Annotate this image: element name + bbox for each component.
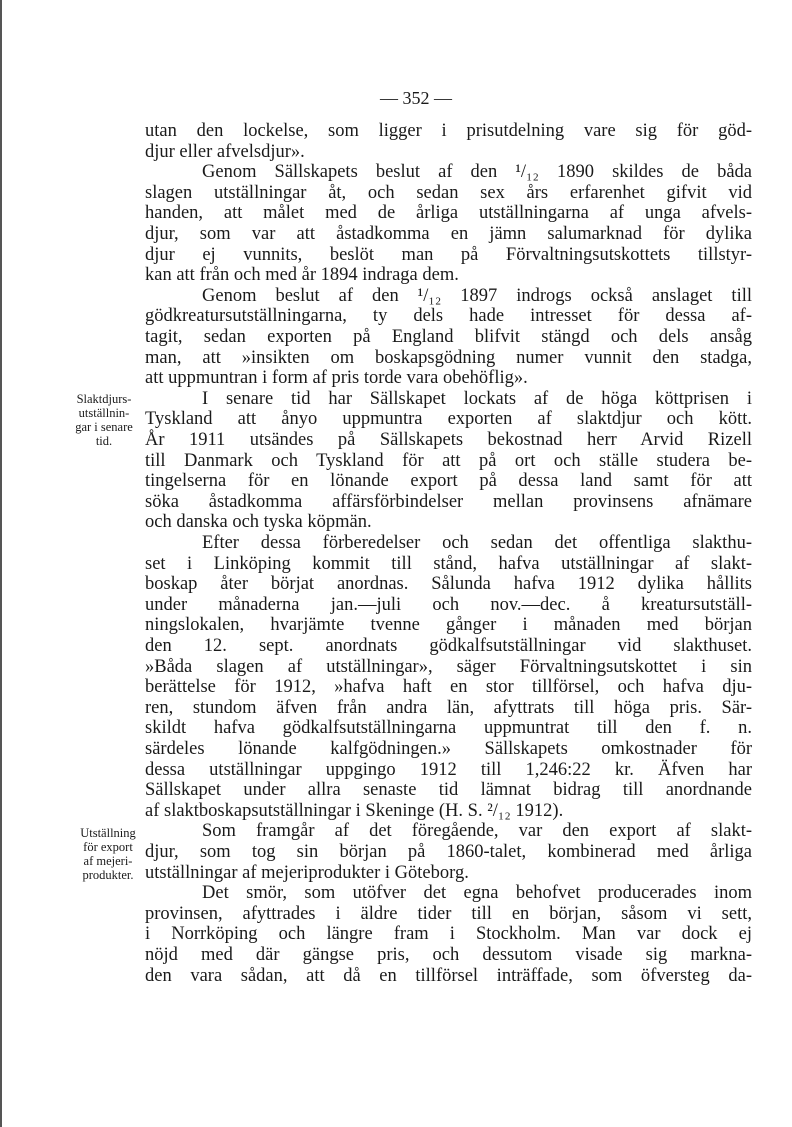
text-line: till Danmark och Tyskland för att på ort och ställe studera be- [145,450,752,471]
text-line: tingelserna för en lönande export på dessa land samt för att [145,471,752,492]
margin-note-line: produkter. [82,868,134,882]
text-line: utställningar af mejeriprodukter i Göteborg. [145,862,469,883]
text-line: dessa utställningar uppgingo 1912 till 1,246:22 kr. Äfven har [145,759,752,780]
text-line: särdeles lönande kalfgödningen.» Sällskapets omkostnader för [145,739,752,759]
margin-note-line: för export [83,840,133,854]
text-line: att uppmuntran i form af pris torde vara obehöflig». [145,368,528,389]
scan-edge [0,0,2,1127]
text-line: djur, som var att åstadkomma en jämn salumarknad för dylika [145,224,752,244]
margin-note-line: tid. [95,434,113,448]
text-line: slagen utställningar åt, och sedan sex års erfarenhet gifvit vid [145,182,752,203]
margin-note-line: Slaktdjurs- [76,392,132,406]
margin-note-utstallning [76,826,140,882]
text-line: under månaderna jan.—juli och nov.—dec. å kreatursutställ- [145,594,752,615]
text-line: provinsen, afyttrades i äldre tider till en början, såsom vi sett, [145,903,752,924]
text-line: År 1911 utsändes på Sällskapets bekostnad herr Arvid Rizell [145,430,752,450]
text-line: i Norrköping och längre fram i Stockholm. Man var dock ej [145,924,752,945]
text-line: Sällskapet under allra senaste tid lämnat bidrag till anordnande [145,780,752,801]
margin-note-slaktdjur [70,392,138,448]
text-line: den vara sådan, att då en tillförsel inträffade, som öfversteg da- [145,965,752,986]
margin-note-line: af mejeri- [83,854,133,868]
text-line: handen, att målet med de årliga utställningarna af unga afvels- [145,203,752,224]
text-line: nöjd med där gängse pris, och dessutom visade sig markna- [145,945,752,965]
page-number: — 352 — [380,88,452,108]
margin-note-line: gar i senare [75,420,133,434]
text-line: berättelse för 1912, »hafva haft en stor tillförsel, och hafva dju- [145,677,752,698]
text-line: den 12. sept. anordnats gödkalfsutställningar vid slakthuset. [145,636,752,656]
margin-note-line: utställnin- [78,406,130,420]
text-line: gödkreatursutställningarna, ty dels hade intresset för dessa af- [145,306,752,327]
text-line: djur, som tog sin början på 1860-talet, kombinerad med årliga [145,842,752,862]
text-line: utan den lockelse, som ligger i prisutdelning vare sig för göd- [145,121,752,141]
text-line: ningslokalen, hvarjämte tvenne gånger i månaden med början [145,615,752,636]
text-line: Tyskland att ånyo uppmuntra exporten af slaktdjur och kött. [145,409,752,430]
text-line: Genom Sällskapets beslut af den ¹/₁₂ 1890 skildes de båda [202,162,752,183]
text-line: och danska och tyska köpmän. [145,512,372,533]
text-line: söka åstadkomma affärsförbindelser mellan provinsens afnämare [145,491,752,512]
text-line: set i Linköping kommit till stånd, hafva utställningar af slakt- [145,553,752,574]
text-line: djur eller afvelsdjur». [145,141,305,162]
text-line: djur ej vunnits, beslöt man på Förvaltningsutskottets tillstyr- [145,244,752,265]
text-line: »Båda slagen af utställningar», säger Förvaltningsutskottet i sin [145,656,752,677]
text-line: boskap åter börjat anordnas. Sålunda hafva 1912 dylika hållits [145,574,752,595]
text-line: skildt hafva gödkalfsutställningarna uppmuntrat till den f. n. [145,718,752,739]
text-line: af slaktboskapsutställningar i Skeninge (H. S. ²/₁₂ 1912). [145,800,564,821]
text-line: Efter dessa förberedelser och sedan det offentliga slakthu- [202,533,752,553]
text-line: man, att »insikten om boskapsgödning numer vunnit den stadga, [145,347,752,368]
text-line: kan att från och med år 1894 indraga dem. [145,265,459,286]
text-line: Genom beslut af den ¹/₁₂ 1897 indrogs också anslaget till [202,285,752,306]
text-line: Det smör, som utöfver det egna behofvet producerades inom [202,883,752,904]
margin-note-line: Utställning [80,826,136,840]
text-line: tagit, sedan exporten på England blifvit stängd och dels ansåg [145,327,752,347]
text-line: ren, stundom äfven från andra län, afyttrats till höga pris. Sär- [145,697,752,718]
text-line: I senare tid har Sällskapet lockats af de höga köttprisen i [202,388,752,409]
text-line: Som framgår af det föregående, var den export af slakt- [202,821,752,842]
